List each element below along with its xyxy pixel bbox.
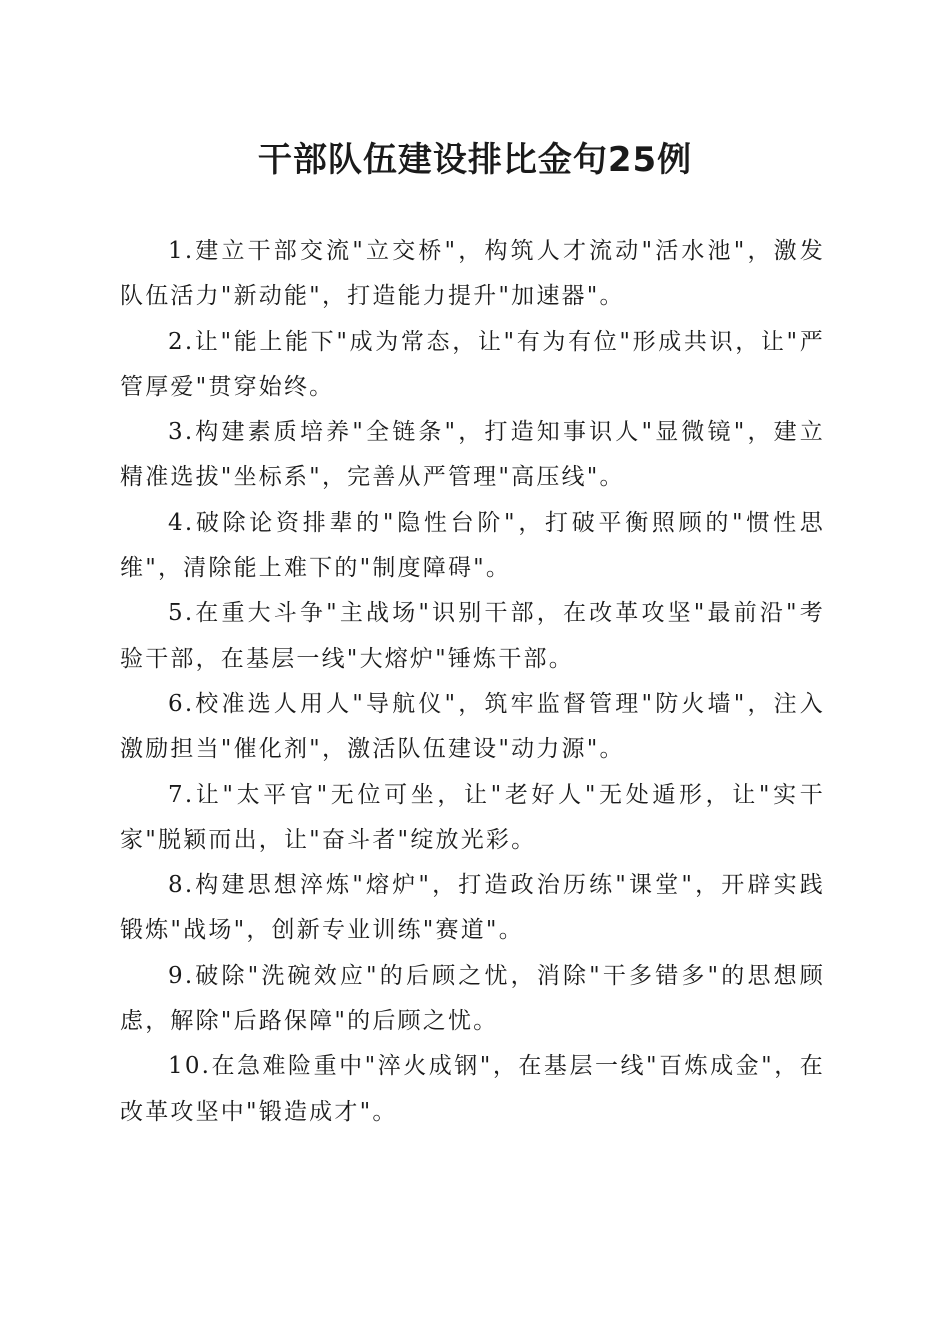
paragraph-8: 8.构建思想淬炼"熔炉"，打造政治历练"课堂"，开辟实践锻炼"战场"，创新专业训练"赛道"。 — [120, 872, 825, 944]
paragraph-10: 10.在急难险重中"淬火成钢"，在基层一线"百炼成金"，在改革攻坚中"锻造成才"。 — [120, 1053, 825, 1125]
paragraph-2: 2.让"能上能下"成为常态，让"有为有位"形成共识，让"严管厚爱"贯穿始终。 — [120, 328, 825, 400]
paragraph-9: 9.破除"洗碗效应"的后顾之忧，消除"干多错多"的思想顾虑，解除"后路保障"的后顾之忧。 — [120, 962, 825, 1035]
paragraph-5: 5.在重大斗争"主战场"识别干部，在改革攻坚"最前沿"考验干部，在基层一线"大熔炉"锤炼干部。 — [120, 600, 825, 672]
paragraph-7: 7.让"太平官"无位可坐，让"老好人"无处遁形，让"实干家"脱颖而出，让"奋斗者"绽放光彩。 — [120, 781, 825, 853]
document-body — [120, 229, 825, 1135]
paragraph-1: 1.建立干部交流"立交桥"，构筑人才流动"活水池"，激发队伍活力"新动能"，打造能力提升"加速器"。 — [120, 238, 825, 310]
paragraph-6: 6.校准选人用人"导航仪"，筑牢监督管理"防火墙"，注入激励担当"催化剂"，激活队伍建设"动力源"。 — [120, 690, 825, 763]
paragraph-4: 4.破除论资排辈的"隐性台阶"，打破平衡照顾的"惯性思维"，清除能上难下的"制度障碍"。 — [120, 509, 825, 582]
document-title: 干部队伍建设排比金句25例 — [257, 140, 693, 180]
paragraph-3: 3.构建素质培养"全链条"，打造知事识人"显微镜"，建立精准选拔"坐标系"，完善从严管理"高压线"。 — [120, 419, 825, 491]
